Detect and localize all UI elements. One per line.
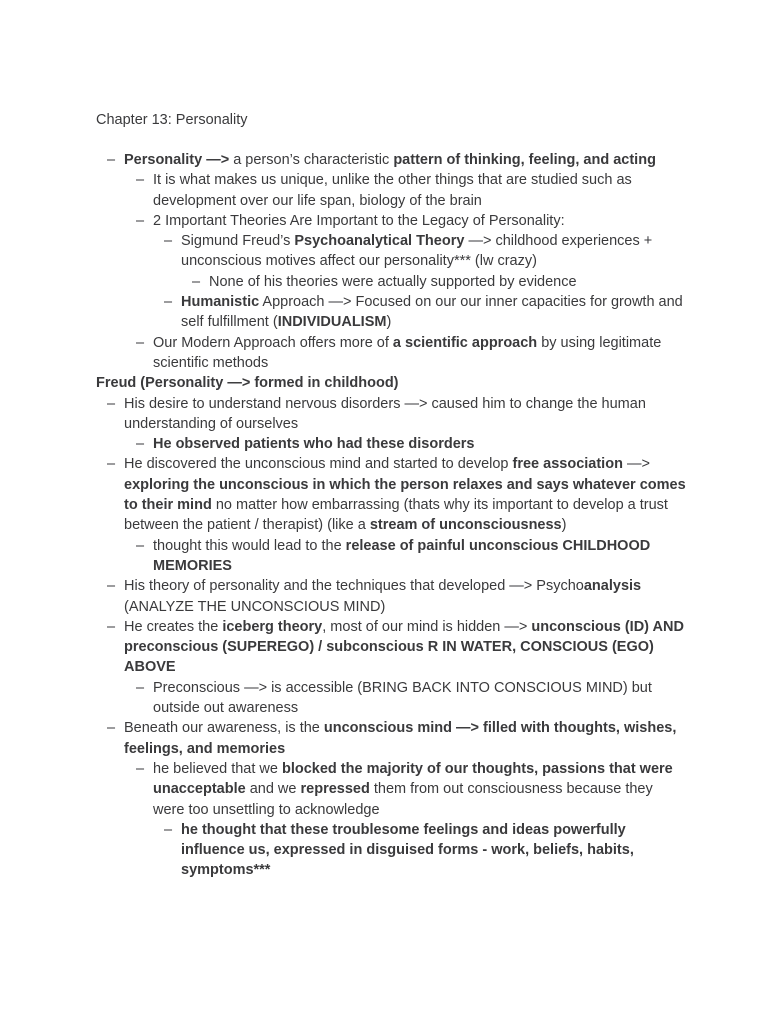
list-item-personality: – Personality —> a person’s characteristic pattern of thinking, feeling, and acting — [96, 150, 686, 170]
list-item-theories: – 2 Important Theories Are Important to the Legacy of Personality: — [96, 211, 686, 231]
list-item-humanistic: – Humanistic Approach —> Focused on our our inner capacities for growth and self fulfillment (INDIVIDUALISM) — [96, 292, 686, 333]
list-item-childhood-memories: – thought this would lead to the release of painful unconscious CHILDHOOD MEMORIES — [96, 536, 686, 577]
list-item-observed-patients: – He observed patients who had these disorders — [96, 434, 686, 454]
list-item-unconscious-mind: – Beneath our awareness, is the unconscious mind —> filled with thoughts, wishes, feelings, and memories — [96, 718, 686, 759]
notes-body — [96, 150, 686, 881]
page-title: Chapter 13: Personality — [96, 112, 248, 128]
list-item-preconscious: – Preconscious —> is accessible (BRING BACK INTO CONSCIOUS MIND) but outside out awareness — [96, 678, 686, 719]
list-item-no-evidence: – None of his theories were actually supported by evidence — [96, 272, 686, 292]
section-heading-freud: Freud (Personality —> formed in childhood) — [96, 375, 399, 392]
list-item-disguised-forms: – he thought that these troublesome feelings and ideas powerfully influence us, expressed in disguised forms - work, beliefs, habits, symptoms*** — [96, 820, 686, 881]
list-item-repression: – he believed that we blocked the majority of our thoughts, passions that were unacceptable and we repressed them from out consciousness because they were too unsettling to acknowledge — [96, 759, 686, 820]
list-item-freud-theory: – Sigmund Freud’s Psychoanalytical Theory —> childhood experiences + unconscious motives affect our personality*** (lw crazy) — [96, 231, 686, 272]
list-item-modern-approach: – Our Modern Approach offers more of a scientific approach by using legitimate scientific methods — [96, 333, 686, 374]
list-item-unique: – It is what makes us unique, unlike the other things that are studied such as development over our life span, biology of the brain — [96, 170, 686, 211]
list-item-free-association: – He discovered the unconscious mind and started to develop free association —> exploring the unconscious in which the person relaxes and says whatever comes to their mind no matter how embarrassing (thats why its important to develop a trust between the patient / therapist) (like a stream of unconsciousness) — [96, 454, 686, 535]
list-item-iceberg-theory: – He creates the iceberg theory, most of our mind is hidden —> unconscious (ID) AND preconscious (SUPEREGO) / subconscious R IN WATER, CONSCIOUS (EGO) ABOVE — [96, 617, 686, 678]
list-item-nervous-disorders: – His desire to understand nervous disorders —> caused him to change the human understanding of ourselves — [96, 394, 686, 435]
list-item-psychoanalysis: – His theory of personality and the techniques that developed —> Psychoanalysis (ANALYZE THE UNCONSCIOUS MIND) — [96, 576, 686, 617]
